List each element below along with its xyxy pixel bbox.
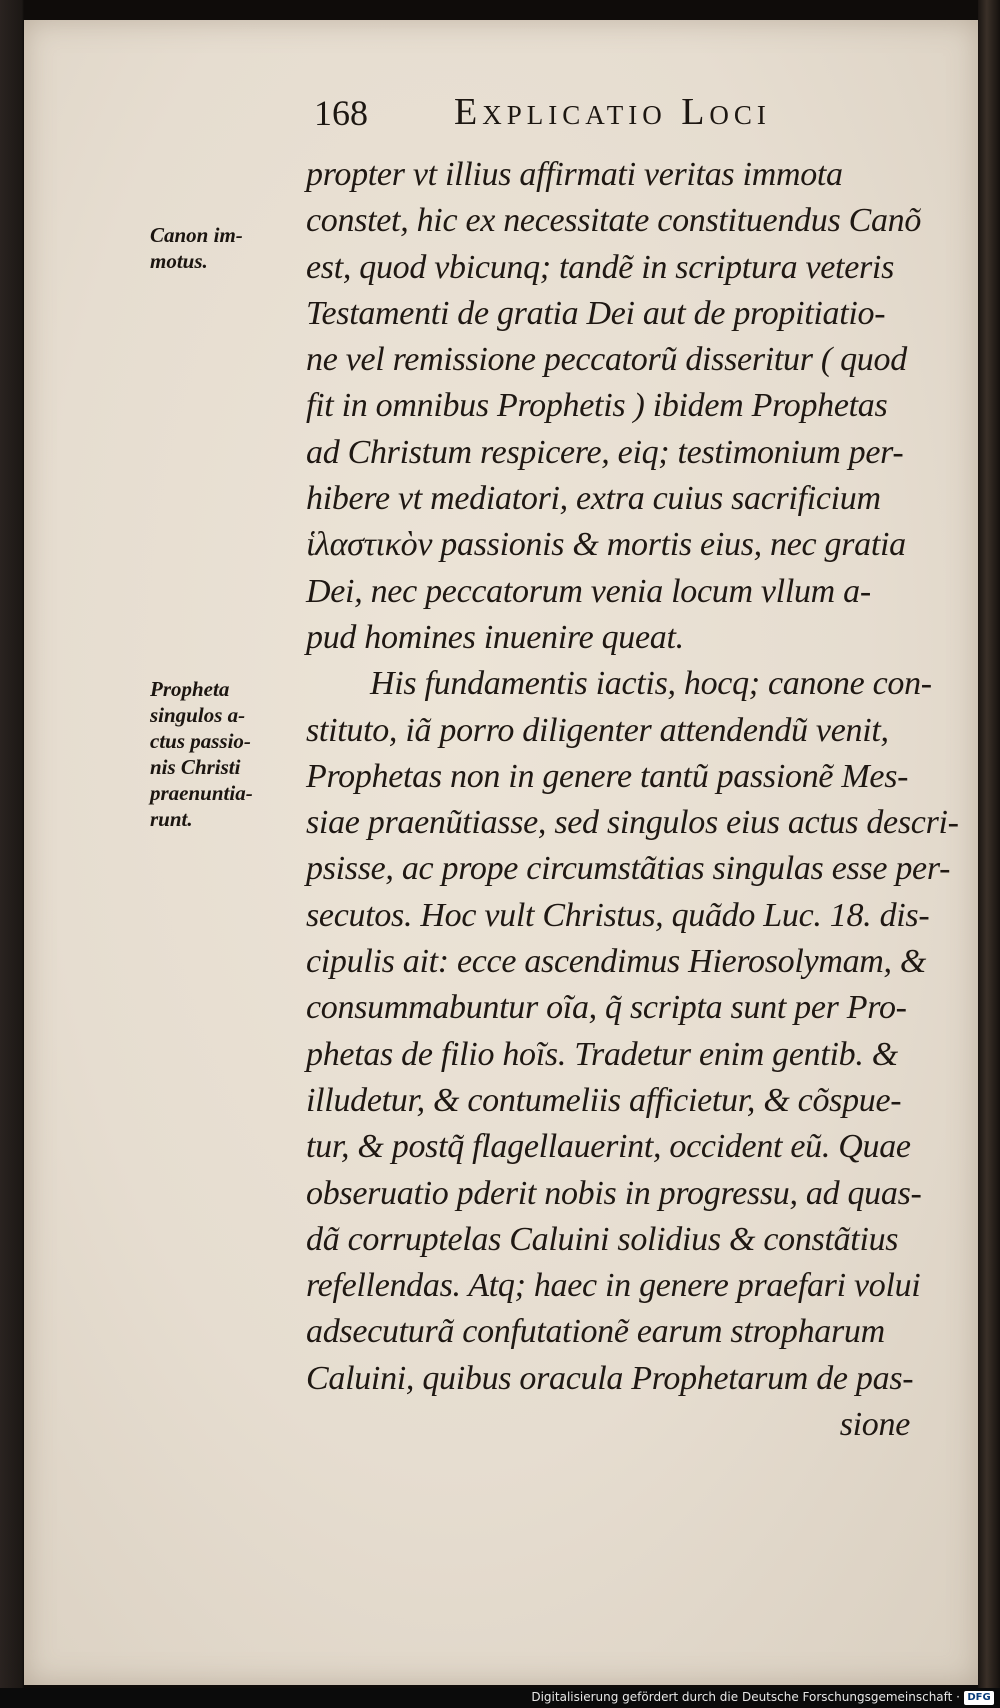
text-line: ἱλαστικὸν passionis & mortis eius, nec gratia <box>306 526 906 564</box>
text-line: propter vt illius affirmati veritas immota <box>306 156 843 193</box>
catchword: sione <box>839 1406 910 1444</box>
text-line: refellendas. Atq; haec in genere praefari volui <box>306 1267 921 1305</box>
text-line: phetas de filio hoĩs. Tradetur enim gentib. & <box>306 1035 898 1073</box>
text-line: hibere vt mediatori, extra cuius sacrificium <box>306 480 881 518</box>
text-line: Testamenti de gratia Dei aut de propitiatio- <box>306 294 886 332</box>
page-number: 168 <box>314 93 368 133</box>
text-line: secutos. Hoc vult Christus, quãdo Luc. 18. dis- <box>306 896 930 934</box>
page-header <box>314 90 924 140</box>
text-line: constet, hic ex necessitate constituendus Canõ <box>306 202 922 240</box>
text-line: ad Christum respicere, eiq; testimonium per- <box>306 433 904 471</box>
text-line: Prophetas non in genere tantũ passionẽ Mes- <box>306 757 909 795</box>
marginal-line: motus. <box>150 249 208 273</box>
marginal-line: nis Christi <box>150 755 241 779</box>
body-text <box>306 152 986 1448</box>
marginal-line: Canon im- <box>150 223 243 247</box>
text-line: pud homines inuenire queat. <box>306 618 684 656</box>
marginal-line: praenuntia- <box>150 781 253 805</box>
text-line: illudetur, & contumeliis afficietur, & cõspue- <box>306 1081 902 1119</box>
marginal-line: runt. <box>150 807 193 831</box>
text-line: stituto, iã porro diligenter attendendũ venit, <box>306 711 889 749</box>
marginal-note-prophetae <box>150 676 290 832</box>
text-line: tur, & postq̃ flagellauerint, occident eũ. Quae <box>306 1128 911 1166</box>
text-line: dã corruptelas Caluini solidius & constãtius <box>306 1220 899 1258</box>
text-line: cipulis ait: ecce ascendimus Hierosolymam, & <box>306 943 927 981</box>
running-title: Explicatio Loci <box>454 91 771 133</box>
dfg-logo-icon: DFG <box>964 1691 994 1705</box>
text-line: psisse, ac prope circumstãtias singulas esse per- <box>306 850 951 888</box>
digitization-footer <box>0 1688 1000 1708</box>
marginal-note-canon <box>150 222 290 274</box>
marginal-line: Propheta <box>150 677 230 701</box>
text-line: fit in omnibus Prophetis ) ibidem Prophetas <box>306 387 888 425</box>
marginal-line: ctus passio- <box>150 729 251 753</box>
text-line: est, quod vbicunq; tandẽ in scriptura veteris <box>306 248 895 286</box>
text-line: Caluini, quibus oracula Prophetarum de pas- <box>306 1359 914 1397</box>
text-line: ne vel remissione peccatorũ disseritur ( quod <box>306 341 907 379</box>
text-line: adsecuturã confutationẽ earum stropharum <box>306 1313 885 1351</box>
funding-credit: Digitalisierung gefördert durch die Deutsche Forschungsgemeinschaft · <box>531 1690 960 1704</box>
marginal-line: singulos a- <box>150 703 246 727</box>
text-line: His fundamentis iactis, hocq; canone con- <box>370 665 932 703</box>
text-line: siae praenũtiasse, sed singulos eius actus descri- <box>306 804 959 842</box>
text-line: consummabuntur oĩa, q̃ scripta sunt per Pro- <box>306 989 907 1027</box>
text-line: Dei, nec peccatorum venia locum vllum a- <box>306 572 871 610</box>
text-line: obseruatio pderit nobis in progressu, ad quas- <box>306 1174 922 1212</box>
